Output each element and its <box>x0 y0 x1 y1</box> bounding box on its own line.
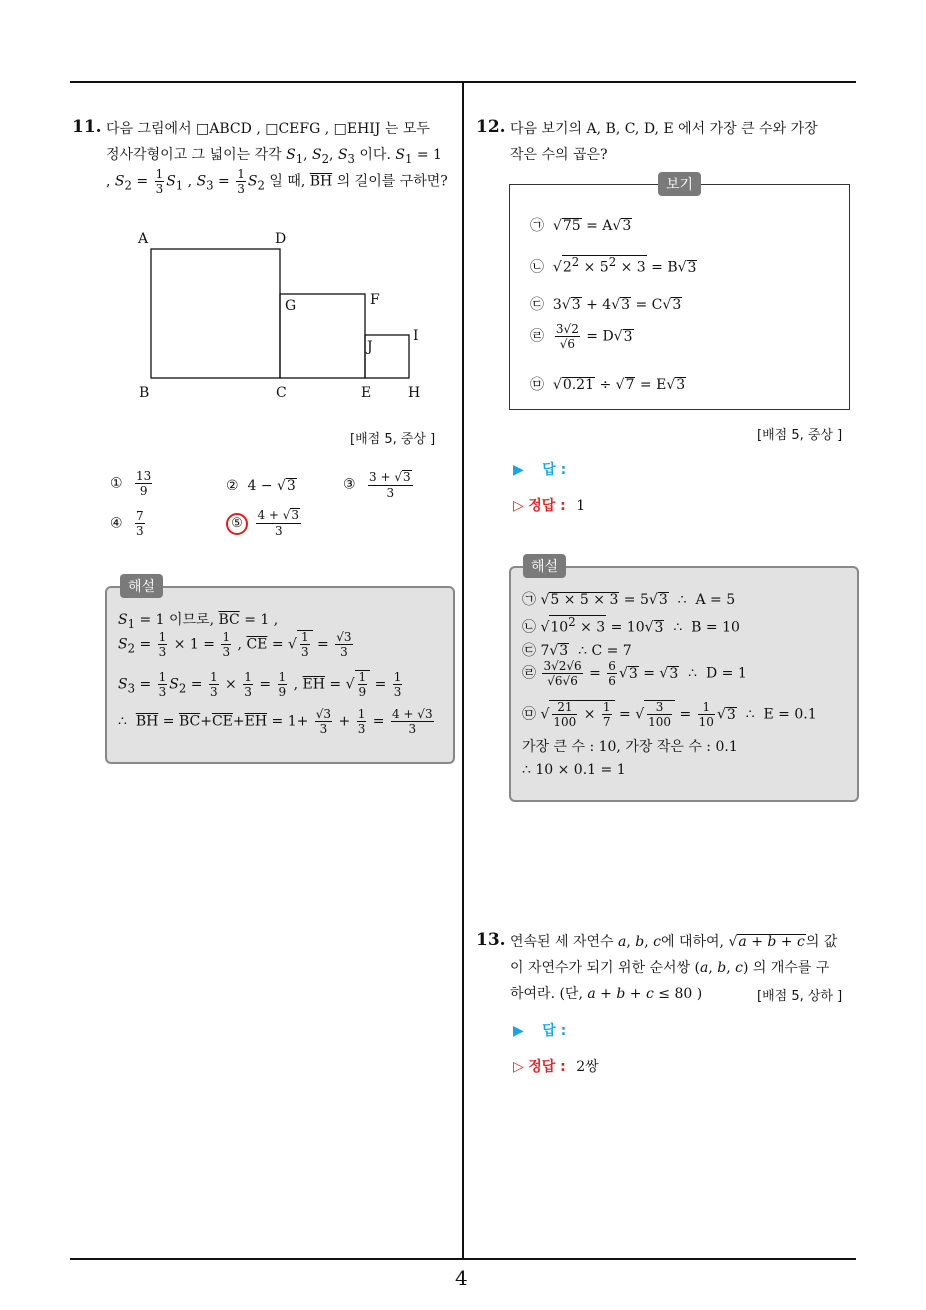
q11-option-4[interactable]: ④ $\frac{7}{3}$ <box>110 509 144 538</box>
label-D: D <box>275 231 287 247</box>
q11-option-2[interactable]: ② 4 − √3 <box>226 478 296 494</box>
q13-correct-value: 2쌍 <box>576 1059 599 1075</box>
q13-correct-label: 정답 : <box>528 1059 566 1075</box>
q12-answer-label: 답 : <box>542 462 567 478</box>
q11-option-3[interactable]: ③ $\frac{3 + √3}{3}$ <box>343 470 411 501</box>
bogi-item-2: ㉡ $√2^2 \times 5^2 \times 3 = B√3$ <box>530 255 697 276</box>
q12-bogi-tag: 보기 <box>658 172 701 196</box>
q11-explain-line3: $S_3$ = $\frac{1}{3}$ $S_2$ = $\frac{1}{3}$ × $\frac{1}{3}$ = $\frac{1}{9}$ , $\overline{EH}$ = √ $\frac{1}{9}$ = $\frac{1}{3}$ <box>118 670 402 699</box>
q11-option-1[interactable]: ① $\frac{13}{9}$ <box>110 469 152 498</box>
q12-number: 12. <box>476 117 506 137</box>
q12-explain-line4: ㉣ $\frac{3√2√6}{√6√6}$ = $\frac{6}{6}$ √3 = √3 ∴ D = 1 <box>522 659 747 688</box>
q12-line2: 작은 수의 곱은? <box>510 147 608 163</box>
correct-marker-icon: ▷ <box>513 1059 524 1075</box>
q12-line1: 다음 보기의 A, B, C, D, E 에서 가장 큰 수와 가장 <box>510 121 818 137</box>
square-abcd <box>151 249 280 378</box>
q13-answer-label: 답 : <box>542 1023 567 1039</box>
bottom-rule <box>70 1258 856 1260</box>
bogi-item-1: ㉠ √75 = A√3 <box>530 218 632 234</box>
q12-explain-line6: 가장 큰 수 : 10, 가장 작은 수 : 0.1 <box>522 739 738 755</box>
page-number: 4 <box>455 1266 468 1290</box>
label-H: H <box>408 385 421 401</box>
correct-marker-icon: ▷ <box>513 498 524 514</box>
q12-correct-value: 1 <box>576 498 586 514</box>
label-F: F <box>370 292 380 308</box>
q12-explain-line2: ㉡ $√10^2 \times 3 = 10√3$ ∴ B = 10 <box>522 615 740 636</box>
label-E: E <box>361 385 372 401</box>
q12-bogi-box <box>509 184 850 410</box>
answer-marker-icon: ▶ <box>513 462 524 478</box>
q12-explain-line3: ㉢ 7√3 ∴ C = 7 <box>522 643 632 659</box>
label-B: B <box>139 385 150 401</box>
q12-explain-line1: ㉠ √5 × 5 × 3 = 5√3 ∴ A = 5 <box>522 592 736 608</box>
q13-correct-row <box>513 1056 599 1076</box>
q11-score: [배점 5, 중상 ] <box>350 432 436 447</box>
q11-line2: 정사각형이고 그 넓이는 각각 $S_1$, $S_2$, $S_3$ 이다. $S_1 = 1$ <box>106 147 442 166</box>
q11-number: 11. <box>72 117 102 137</box>
q12-answer-row <box>513 459 566 479</box>
q13-line2: 이 자연수가 되기 위한 순서쌍 (a, b, c) 의 개수를 구 <box>510 960 830 976</box>
q11-explanation-tag: 해설 <box>120 574 163 598</box>
q11-option-5[interactable]: ⑤ $\frac{4 + √3}{3}$ <box>226 508 303 537</box>
label-I: I <box>413 328 419 344</box>
q11-squares-figure <box>130 225 430 410</box>
answer-marker-icon: ▶ <box>513 1023 524 1039</box>
label-C: C <box>276 385 287 401</box>
q12-explain-line5: ㉤ √ $\frac{21}{100}$ × $\frac{1}{7}$ = √ $\frac{3}{100}$ = $\frac{1}{10}$ √3 ∴ E = 0.1 <box>522 700 817 729</box>
bogi-item-5: ㉤ √0.21 ÷ √7 = E√3 <box>530 377 686 393</box>
q13-line1: 연속된 세 자연수 a, b, c에 대하여, √a + b + c의 값 <box>510 934 838 950</box>
label-J: J <box>367 339 373 355</box>
q11-explain-line4: ∴ $\overline{BH} = \overline{BC}+\overline{CE}+\overline{EH} = 1+$ $\frac{√3}{3}$ + $\frac{1}{3}$ = $\frac{4 + √3}{3}$ <box>118 707 433 736</box>
q11-explain-line2: $S_2$ = $\frac{1}{3}$ × 1 = $\frac{1}{3}$ , $\overline{CE}$ = √ $\frac{1}{3}$ = $\frac{√3}{3}$ <box>118 630 352 659</box>
q12-explanation-tag: 해설 <box>523 554 566 578</box>
q11-explain-line1: $S_1 = 1$ 이므로, $\overline{BC} = 1$ , <box>118 612 279 631</box>
q13-answer-row <box>513 1020 566 1040</box>
selected-circle-mark: ⑤ <box>226 513 248 535</box>
q12-explain-line7: ∴ 10 × 0.1 = 1 <box>522 762 626 778</box>
q12-correct-label: 정답 : <box>528 498 566 514</box>
bogi-item-4: ㉣ $\frac{3√2}{√6}$ = D√3 <box>530 322 633 351</box>
q12-score: [배점 5, 중상 ] <box>757 428 843 443</box>
bogi-item-3: ㉢ 3√3 + 4√3 = C√3 <box>530 297 682 313</box>
q13-line3: 하여라. (단, a + b + c ≤ 80 ) <box>510 986 703 1002</box>
q12-correct-row <box>513 495 585 515</box>
q13-number: 13. <box>476 930 506 950</box>
q11-line1: 다음 그림에서 □ABCD , □CEFG , □EHIJ 는 모두 <box>106 121 430 137</box>
label-G: G <box>285 298 297 314</box>
column-divider <box>462 83 464 1259</box>
q11-line3: , $S_2$ = $\frac{1}{3}$ $S_1$ , $S_3$ = $\frac{1}{3}$ $S_2$ 일 때, $\overline{BH}$ 의 길이를 구하면? <box>106 167 448 196</box>
q13-score: [배점 5, 상하 ] <box>757 989 843 1004</box>
label-A: A <box>138 231 149 247</box>
